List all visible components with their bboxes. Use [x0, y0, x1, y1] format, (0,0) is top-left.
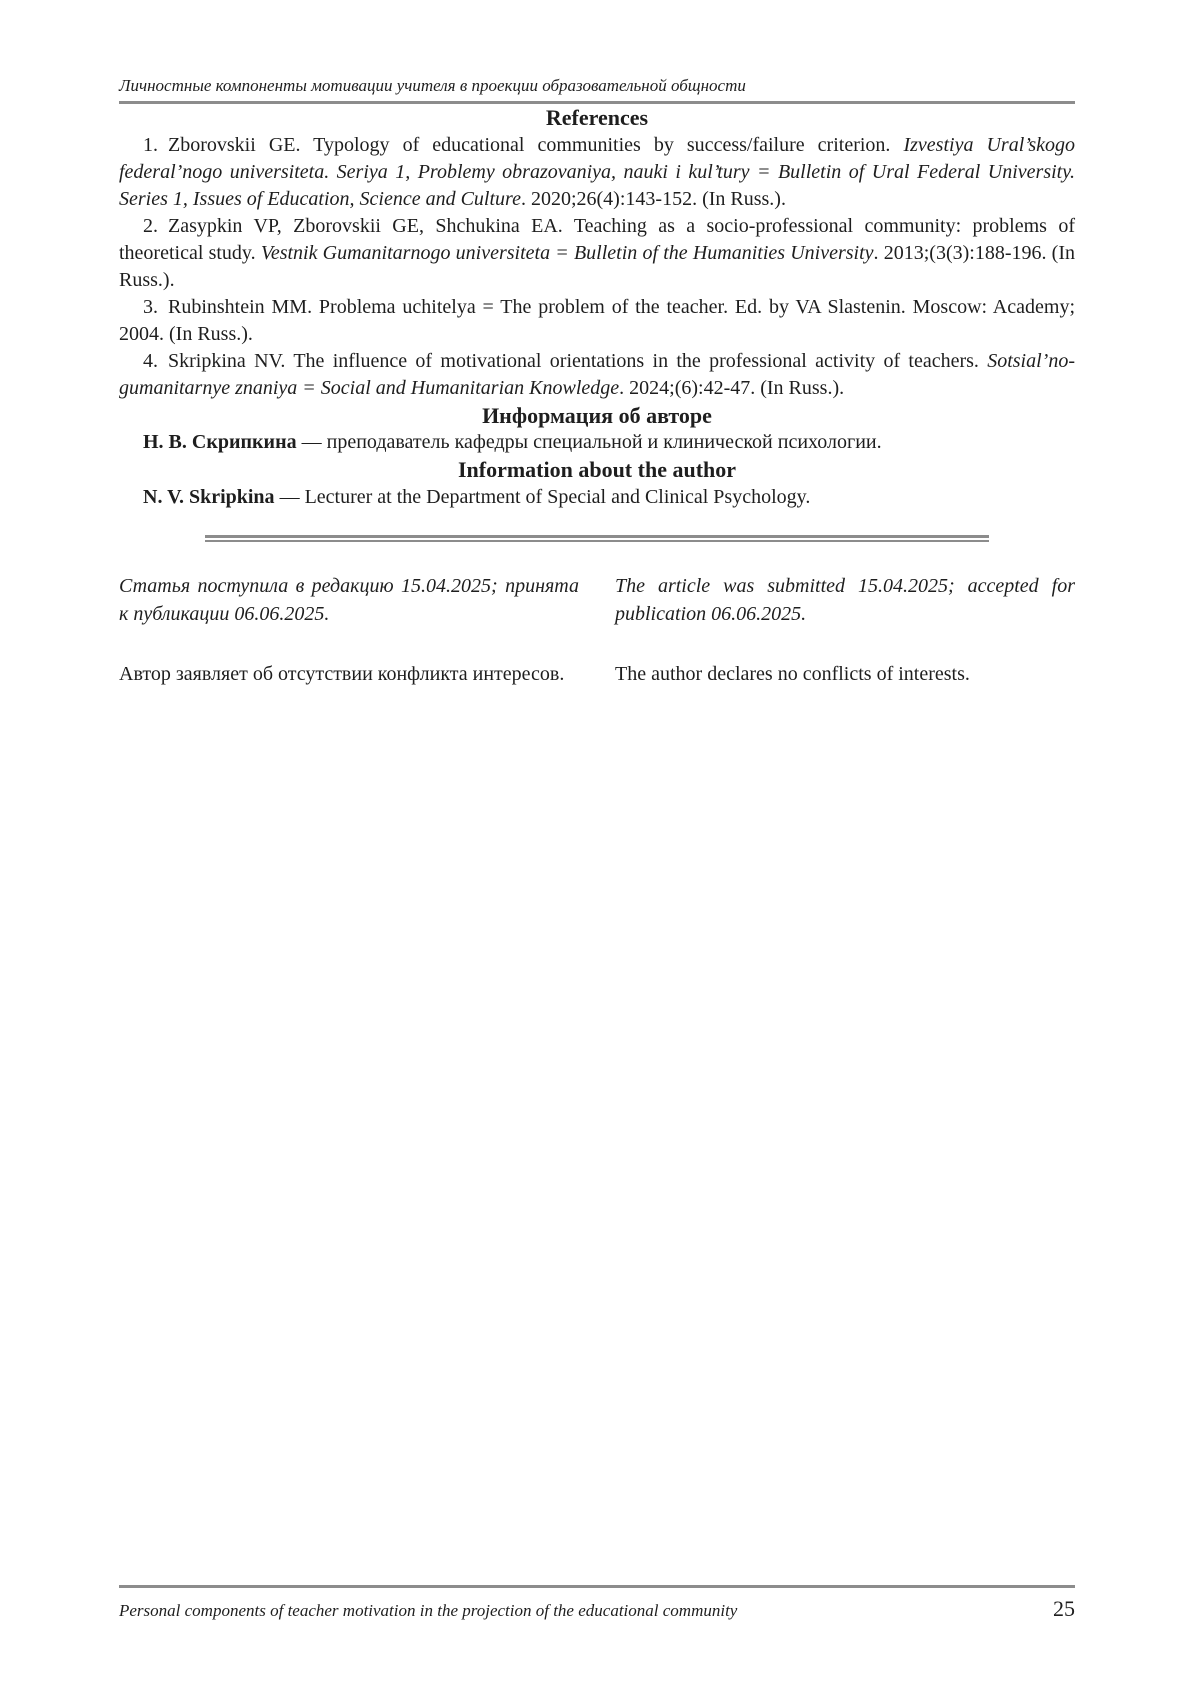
- reference-2-source-italic: Vestnik Gumanitarnogo universiteta = Bulletin of the Humanities University: [260, 241, 874, 264]
- reference-item-4: [119, 348, 1075, 402]
- submission-dates-en: The article was submitted 15.04.2025; accepted for publication 06.06.2025.: [615, 574, 1075, 625]
- conflict-statement-ru: Автор заявляет об отсутствии конфликта интересов.: [119, 662, 565, 685]
- reference-item-3: [119, 294, 1075, 348]
- references-heading: References: [545, 105, 649, 131]
- header-running-title: Личностные компоненты мотивации учителя в проекции образовательной общности: [119, 76, 746, 95]
- author-info-en-heading: Information about the author: [457, 457, 737, 483]
- reference-3-text: 3. Rubinshtein MM. Problema uchitelya = The problem of the teacher. Ed. by VA Slastenin. Moscow: Academy; 2004. (In Russ.).: [119, 295, 1075, 345]
- author-ru-name: Н. В. Скрипкина: [143, 431, 297, 454]
- reference-1-text: 1. Zborovskii GE. Typology of educational communities by success/failure criterion.: [143, 133, 904, 156]
- author-en-name: N. V. Skripkina: [143, 485, 275, 508]
- reference-4-text: 4. Skripkina NV. The influence of motivational orientations in the professional activity of teachers.: [143, 349, 988, 372]
- page-header: [119, 76, 1075, 104]
- page-footer: [119, 1585, 1075, 1622]
- article-meta-block: [119, 572, 1075, 688]
- author-en-description: — Lecturer at the Department of Special and Clinical Psychology.: [274, 485, 811, 508]
- conflict-statement-en: The author declares no conflicts of interests.: [615, 662, 970, 685]
- section-divider-double-rule: [205, 535, 989, 542]
- author-info-ru-line: [119, 429, 1075, 456]
- author-info-en-line: [119, 484, 1075, 511]
- references-list: [119, 132, 1075, 402]
- reference-1-source-italic: Izvestiya Ural’skogo federal’nogo universiteta. Seriya 1, Problemy obrazovaniya, nauki i kul’tury = Bulletin of Ural Federal University. Series 1, Issues of Education, Science and Culture: [119, 133, 1076, 210]
- reference-2-text: 2. Zasypkin VP, Zborovskii GE, Shchukina EA. Teaching as a socio-professional community: problems of theoretical study.: [119, 214, 1075, 264]
- reference-2-tail: . 2013;(3(3):188-196. (In Russ.).: [119, 241, 1076, 291]
- reference-4-tail: . 2024;(6):42-47. (In Russ.).: [619, 376, 845, 399]
- author-ru-description: — преподаватель кафедры специальной и клинической психологии.: [296, 431, 882, 454]
- reference-1-tail: . 2020;26(4):143-152. (In Russ.).: [520, 187, 786, 210]
- page-number: 25: [1053, 1596, 1075, 1621]
- reference-item-1: [119, 132, 1075, 213]
- footer-running-title: Personal components of teacher motivation in the projection of the educational community: [119, 1601, 738, 1620]
- author-info-ru-heading: Информация об авторе: [482, 402, 712, 428]
- reference-4-source-italic: Sotsial’no-gumanitarnye znaniya = Social and Humanitarian Knowledge: [119, 349, 1075, 399]
- reference-item-2: [119, 213, 1075, 294]
- submission-dates-ru: Статья поступила в редакцию 15.04.2025; принята к публикации 06.06.2025.: [119, 574, 579, 625]
